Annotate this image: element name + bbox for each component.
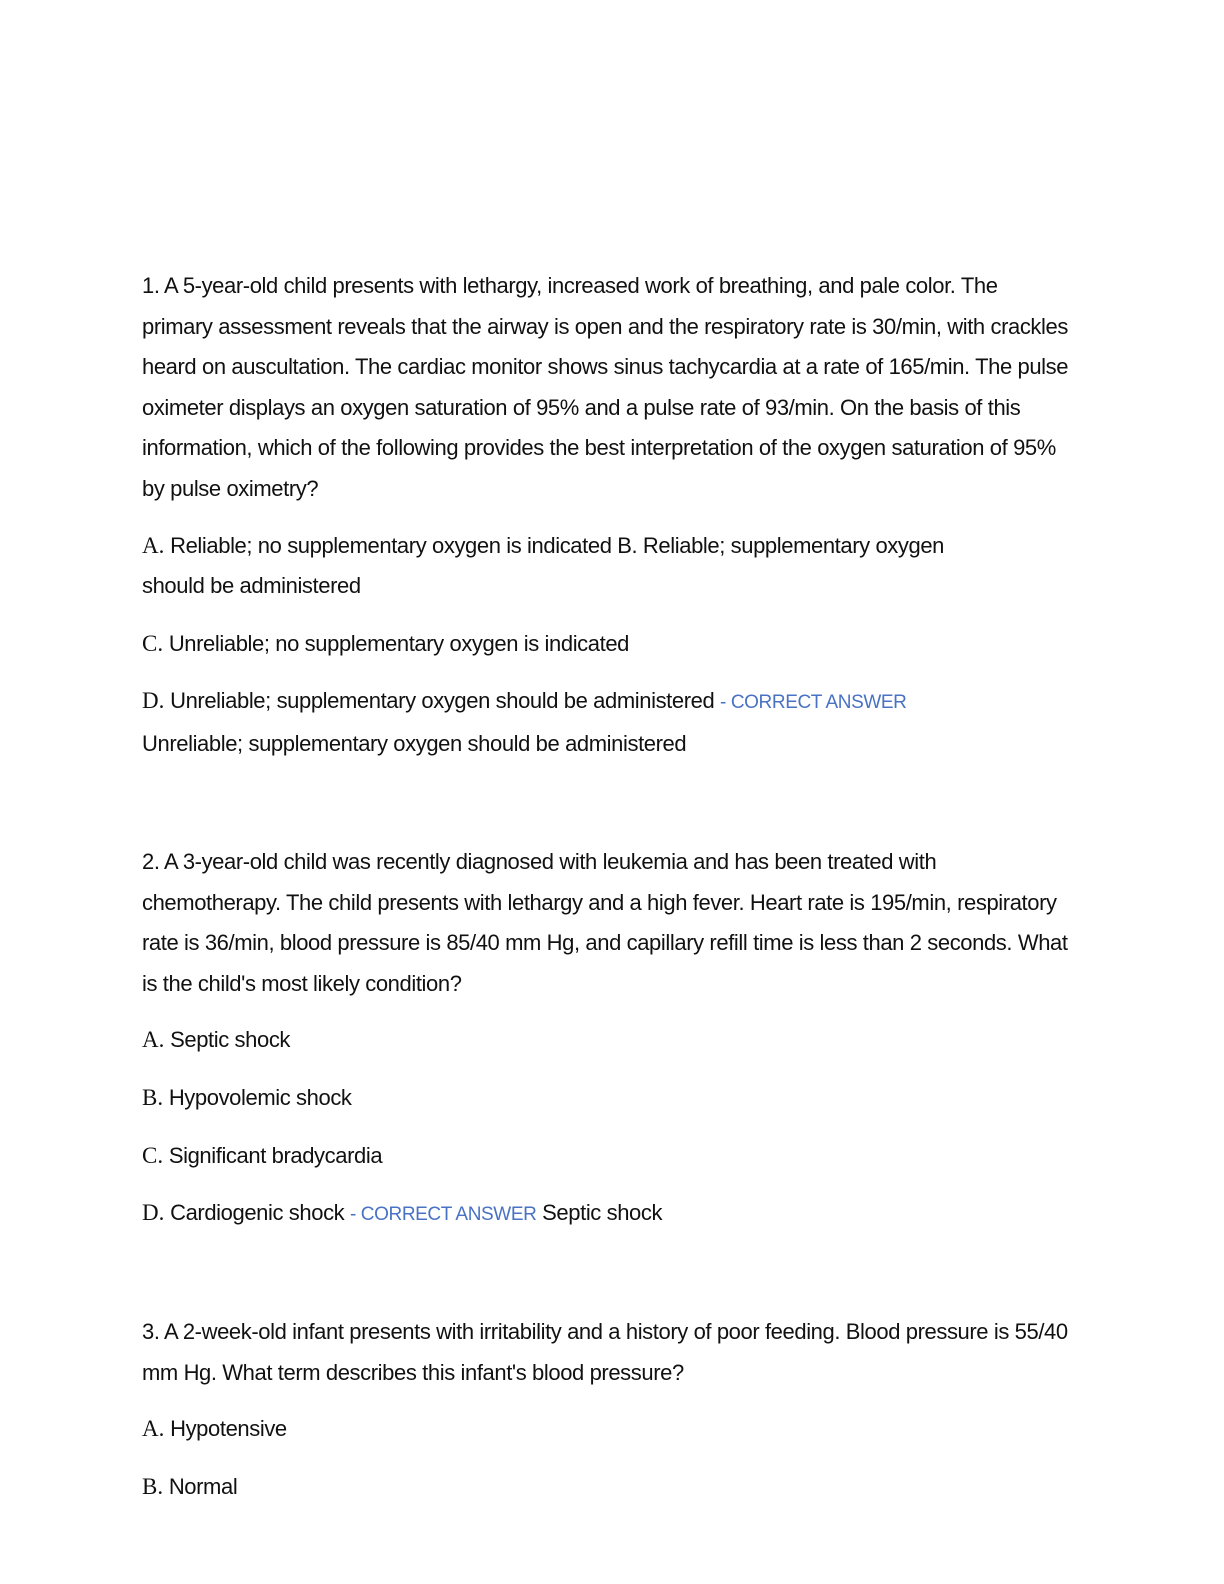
question-3-options <box>142 1409 1072 1507</box>
question-2-text: 2. A 3-year-old child was recently diagnosed with leukemia and has been treated with chemotherapy. The child presents with lethargy and a high fever. Heart rate is 195/min, respiratory rate is 36/min, blood pressure is 85/40 mm Hg, and capillary refill time is less than 2 seconds. What is the child's most likely condition? <box>142 849 1068 996</box>
option-text: Hypotensive <box>170 1416 287 1442</box>
question-1-option-c <box>142 624 1072 665</box>
option-text: Normal <box>168 1473 238 1499</box>
correct-answer-text: Septic shock <box>542 1200 663 1226</box>
question-2-option-c <box>142 1136 1072 1177</box>
option-letter: A. <box>142 1027 165 1053</box>
question-1-option-a <box>142 526 952 607</box>
option-letter: A. <box>142 1416 165 1442</box>
question-1-option-d <box>142 681 912 764</box>
question-3-option-b <box>142 1467 1072 1508</box>
question-2-option-d <box>142 1193 1072 1236</box>
question-3-option-a <box>142 1409 1072 1450</box>
option-text: Hypovolemic shock <box>168 1084 352 1110</box>
correct-answer-tag: - CORRECT ANSWER <box>720 692 907 714</box>
option-text: Cardiogenic shock <box>170 1200 345 1226</box>
question-2-option-a <box>142 1020 1072 1061</box>
correct-answer-text: Unreliable; supplementary oxygen should be administered <box>142 730 687 756</box>
question-1-options <box>142 526 1072 765</box>
option-letter: D. <box>142 1200 165 1226</box>
option-letter: A. <box>142 532 165 558</box>
correct-answer-tag: - CORRECT ANSWER <box>350 1204 537 1226</box>
question-2-options <box>142 1020 1072 1235</box>
option-text: Reliable; no supplementary oxygen is indicated B. Reliable; supplementary oxygen should be administered <box>142 532 945 599</box>
question-3 <box>142 1312 1072 1507</box>
option-letter: C. <box>142 1142 164 1168</box>
question-2-option-b <box>142 1078 1072 1119</box>
option-letter: B. <box>142 1473 164 1499</box>
option-letter: B. <box>142 1084 164 1110</box>
option-text: Significant bradycardia <box>168 1142 383 1168</box>
option-text: Septic shock <box>170 1027 291 1053</box>
question-2 <box>142 842 1072 1236</box>
option-text: Unreliable; supplementary oxygen should be administered <box>170 688 715 714</box>
option-letter: C. <box>142 630 164 656</box>
option-letter: D. <box>142 688 165 714</box>
question-1 <box>142 266 1072 765</box>
option-text: Unreliable; no supplementary oxygen is indicated <box>168 630 630 656</box>
question-3-text: 3. A 2-week-old infant presents with irritability and a history of poor feeding. Blood pressure is 55/40 mm Hg. What term describes this infant's blood pressure? <box>142 1319 1068 1385</box>
question-1-text: 1. A 5-year-old child presents with lethargy, increased work of breathing, and pale color. The primary assessment reveals that the airway is open and the respiratory rate is 30/min, with crackles heard on auscultation. The cardiac monitor shows sinus tachycardia at a rate of 165/min. The pulse oximeter displays an oxygen saturation of 95% and a pulse rate of 93/min. On the basis of this information, which of the following provides the best interpretation of the oxygen saturation of 95% by pulse oximetry? <box>142 273 1069 501</box>
